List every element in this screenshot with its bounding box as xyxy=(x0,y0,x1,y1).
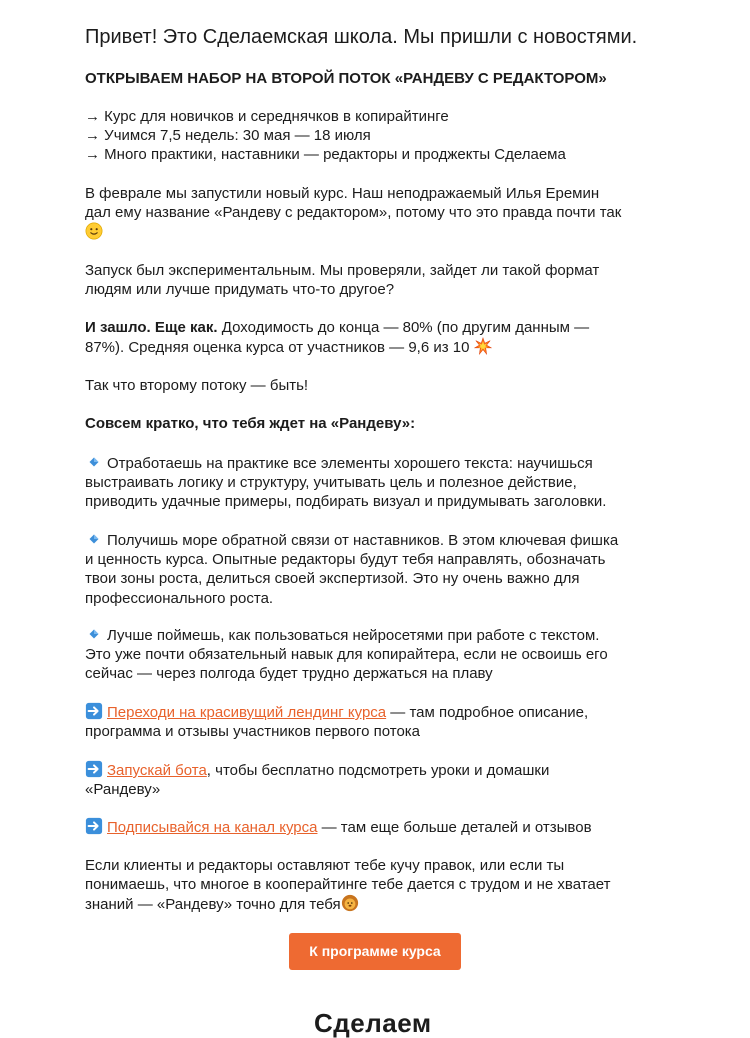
announcement-headline: ОТКРЫВАЕМ НАБОР НА ВТОРОЙ ПОТОК «РАНДЕВУ С РЕДАКТОРОМ» xyxy=(85,70,607,87)
course-program-button[interactable]: К программе курса xyxy=(289,933,461,970)
feature-text: и ценность курса. Опытные редакторы будут тебя направлять, обозначать xyxy=(85,551,606,569)
lion-face-icon xyxy=(341,894,359,912)
second-stream-text: Так что второму потоку — быть! xyxy=(85,377,309,394)
collision-icon xyxy=(474,337,492,355)
feature-text: Лучше поймешь, как пользоваться нейросетями при работе с текстом. xyxy=(107,627,600,644)
channel-link-paragraph xyxy=(85,817,663,837)
slightly-smiling-face-icon xyxy=(85,222,103,240)
feature-text: Получишь море обратной связи от наставников. В этом ключевая фишка xyxy=(107,532,619,549)
result-text: 87%). Средняя оценка курса от участников — 9,6 из 10 xyxy=(85,339,474,357)
result-bold-text: И зашло. Еще как. xyxy=(85,319,218,336)
link-description: , чтобы бесплатно подсмотреть уроки и домашки xyxy=(206,762,550,779)
smile-line xyxy=(85,222,663,242)
list-item: → Много практики, наставники — редакторы и проджекты Сделаема xyxy=(85,146,566,164)
closing-line: знаний — «Рандеву» точно для тебя xyxy=(85,896,341,914)
launch-line: Запуск был экспериментальным. Мы проверяли, зайдет ли такой формат xyxy=(85,262,600,279)
feature-text: Это уже почти обязательный навык для копирайтера, если не освоишь его xyxy=(85,646,608,664)
intro-line: дал ему название «Рандеву с редактором», потому что это правда почти так xyxy=(85,204,622,222)
feature-item xyxy=(85,530,663,608)
result-paragraph xyxy=(85,318,663,357)
list-item: → Учимся 7,5 недель: 30 мая — 18 июля xyxy=(85,127,371,145)
feature-text: выстраивать логику и структуру, учитывать цель и полезное действие, xyxy=(85,474,577,492)
intro-paragraph xyxy=(85,184,663,243)
course-facts-list xyxy=(85,107,663,165)
feature-text: приводить удачные примеры, подбирать визуал и придумывать заголовки. xyxy=(85,493,607,511)
greeting-title: Привет! Это Сделаемская школа. Мы пришли с новостями. xyxy=(85,26,638,48)
bot-link-paragraph xyxy=(85,760,663,799)
closing-paragraph xyxy=(85,856,663,915)
intro-line: В феврале мы запустили новый курс. Наш неподражаемый Илья Еремин xyxy=(85,185,600,202)
result-text: Доходимость до конца — 80% (по другим данным — xyxy=(217,319,590,336)
link-description: программа и отзывы участников первого потока xyxy=(85,723,421,741)
small-blue-diamond-icon xyxy=(85,530,103,548)
link-description: — там подробное описание, xyxy=(386,704,589,721)
closing-line: Если клиенты и редакторы оставляют тебе кучу правок, или если ты xyxy=(85,857,565,874)
bot-link[interactable]: Запускай бота xyxy=(107,762,207,779)
feature-text: Отработаешь на практике все элементы хорошего текста: научишься xyxy=(107,455,593,472)
launch-line: людям или лучше придумать что-то другое? xyxy=(85,281,395,299)
landing-link[interactable]: Переходи на красивущий лендинг курса xyxy=(107,704,387,721)
small-blue-diamond-icon xyxy=(85,625,103,643)
link-description: — там еще больше деталей и отзывов xyxy=(317,819,592,836)
channel-link[interactable]: Подписывайся на канал курса xyxy=(107,819,318,836)
launch-paragraph xyxy=(85,261,663,299)
feature-text: профессионального роста. xyxy=(85,589,274,607)
right-arrow-icon xyxy=(85,760,103,778)
small-blue-diamond-icon xyxy=(85,453,103,471)
feature-text: сейчас — через полгода будет трудно держаться на плаву xyxy=(85,665,493,683)
link-description: «Рандеву» xyxy=(85,781,161,799)
right-arrow-icon xyxy=(85,817,103,835)
feature-item xyxy=(85,453,663,512)
brand-logo: Сделаем xyxy=(314,1008,432,1038)
feature-text: твои зоны роста, делиться своей экспертизой. Это ну очень важно для xyxy=(85,570,580,588)
feature-item xyxy=(85,625,663,684)
closing-line: понимаешь, что многое в кооперайтинге тебе дается с трудом и не хватает xyxy=(85,876,611,894)
right-arrow-icon xyxy=(85,702,103,720)
landing-link-paragraph xyxy=(85,702,663,741)
list-item: → Курс для новичков и середнячков в копирайтинге xyxy=(85,108,449,125)
summary-heading: Совсем кратко, что тебя ждет на «Рандеву»: xyxy=(85,415,416,432)
